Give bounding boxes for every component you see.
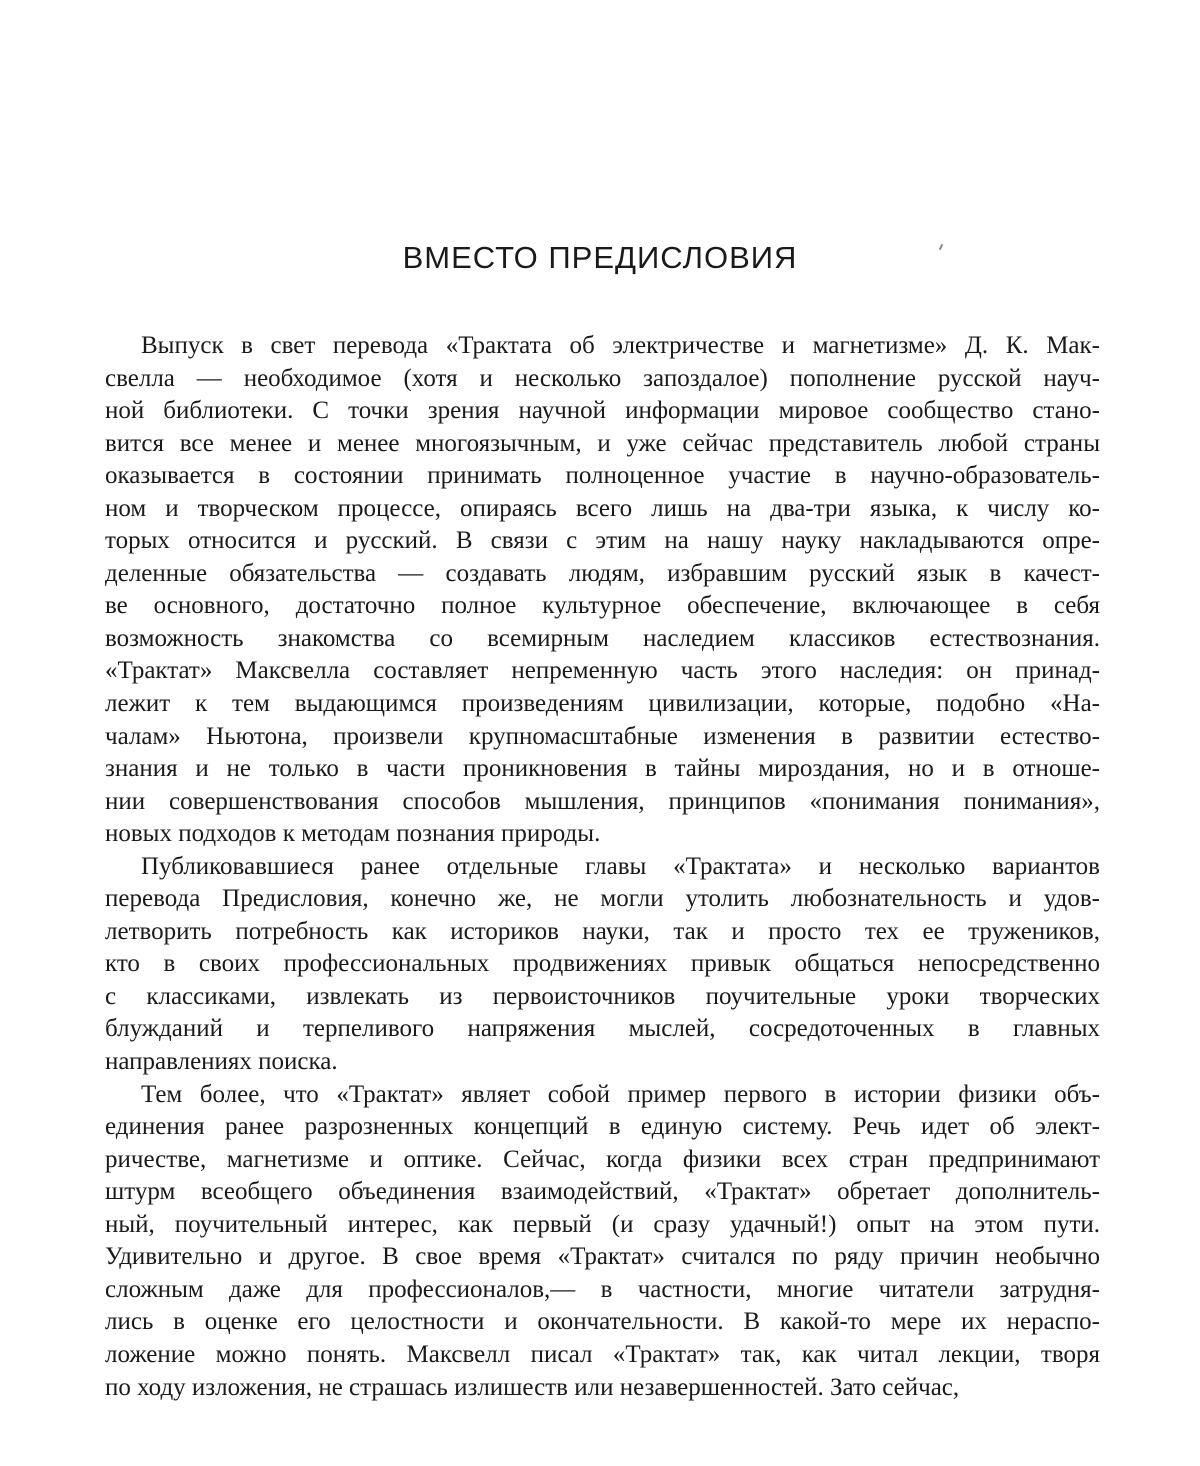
text-line: ве основного, достаточно полное культурное обеспечение, включающее в себя bbox=[105, 590, 1100, 623]
text-line: ричестве, магнетизме и оптике. Сейчас, когда физики всех стран предпринимают bbox=[105, 1144, 1100, 1177]
text-line: кто в своих профессиональных продвижениях привык общаться непосредственно bbox=[105, 948, 1100, 981]
text-line: ной библиотеки. С точки зрения научной информации мировое сообщество стано- bbox=[105, 395, 1100, 428]
text-line: свелла — необходимое (хотя и несколько запоздалое) пополнение русской науч- bbox=[105, 363, 1100, 396]
text-line: единения ранее разрозненных концепций в единую систему. Речь идет об элект- bbox=[105, 1111, 1100, 1144]
text-line: новых подходов к методам познания природы. bbox=[105, 818, 1100, 851]
text-line: по ходу изложения, не страшась излишеств или незавершенностей. Зато сейчас, bbox=[105, 1372, 1100, 1405]
text-line: Выпуск в свет перевода «Трактата об электричестве и магнетизме» Д. К. Мак- bbox=[105, 330, 1100, 363]
body-text bbox=[105, 330, 1100, 1404]
text-line: ном и творческом процессе, опираясь всего лишь на два-три языка, к числу ко- bbox=[105, 493, 1100, 526]
text-line: нии совершенствования способов мышления, принципов «понимания понимания», bbox=[105, 786, 1100, 819]
document-page bbox=[0, 0, 1200, 1466]
text-line: деленные обязательства — создавать людям, избравшим русский язык в качест- bbox=[105, 558, 1100, 591]
text-line: оказывается в состоянии принимать полноценное участие в научно-образователь- bbox=[105, 460, 1100, 493]
text-line: знания и не только в части проникновения в тайны мироздания, но и в отноше- bbox=[105, 753, 1100, 786]
text-line: чалам» Ньютона, произвели крупномасштабные изменения в развитии естество- bbox=[105, 721, 1100, 754]
text-line: ложение можно понять. Максвелл писал «Трактат» так, как читал лекции, творя bbox=[105, 1339, 1100, 1372]
paragraph bbox=[105, 1079, 1100, 1404]
text-line: с классиками, извлекать из первоисточников поучительные уроки творческих bbox=[105, 981, 1100, 1014]
text-line: «Трактат» Максвелла составляет непременную часть этого наследия: он принад- bbox=[105, 655, 1100, 688]
text-line: вится все менее и менее многоязычным, и уже сейчас представитель любой страны bbox=[105, 428, 1100, 461]
text-line: штурм всеобщего объединения взаимодействий, «Трактат» обретает дополнитель- bbox=[105, 1176, 1100, 1209]
text-line: направлениях поиска. bbox=[105, 1046, 1100, 1079]
text-line: лежит к тем выдающимся произведениям цивилизации, которые, подобно «На- bbox=[105, 688, 1100, 721]
text-line: возможность знакомства со всемирным наследием классиков естествознания. bbox=[105, 623, 1100, 656]
text-line: лись в оценке его целостности и окончательности. В какой-то мере их нераспо- bbox=[105, 1306, 1100, 1339]
paragraph bbox=[105, 330, 1100, 851]
text-line: блужданий и терпеливого напряжения мыслей, сосредоточенных в главных bbox=[105, 1013, 1100, 1046]
text-line: торых относится и русский. В связи с этим на нашу науку накладываются опре- bbox=[105, 525, 1100, 558]
text-line: летворить потребность как историков науки, так и просто тех ее тружеников, bbox=[105, 916, 1100, 949]
text-line: ный, поучительный интерес, как первый (и сразу удачный!) опыт на этом пути. bbox=[105, 1209, 1100, 1242]
text-line: Удивительно и другое. В свое время «Трактат» считался по ряду причин необычно bbox=[105, 1241, 1100, 1274]
paragraph bbox=[105, 851, 1100, 1079]
text-line: Публиковавшиеся ранее отдельные главы «Трактата» и несколько вариантов bbox=[105, 851, 1100, 884]
text-line: сложным даже для профессионалов,— в частности, многие читатели затрудня- bbox=[105, 1274, 1100, 1307]
text-line: перевода Предисловия, конечно же, не могли утолить любознательность и удов- bbox=[105, 883, 1100, 916]
page-title: ВМЕСТО ПРЕДИСЛОВИЯ bbox=[0, 240, 1200, 276]
text-line: Тем более, что «Трактат» являет собой пример первого в истории физики объ- bbox=[105, 1079, 1100, 1112]
